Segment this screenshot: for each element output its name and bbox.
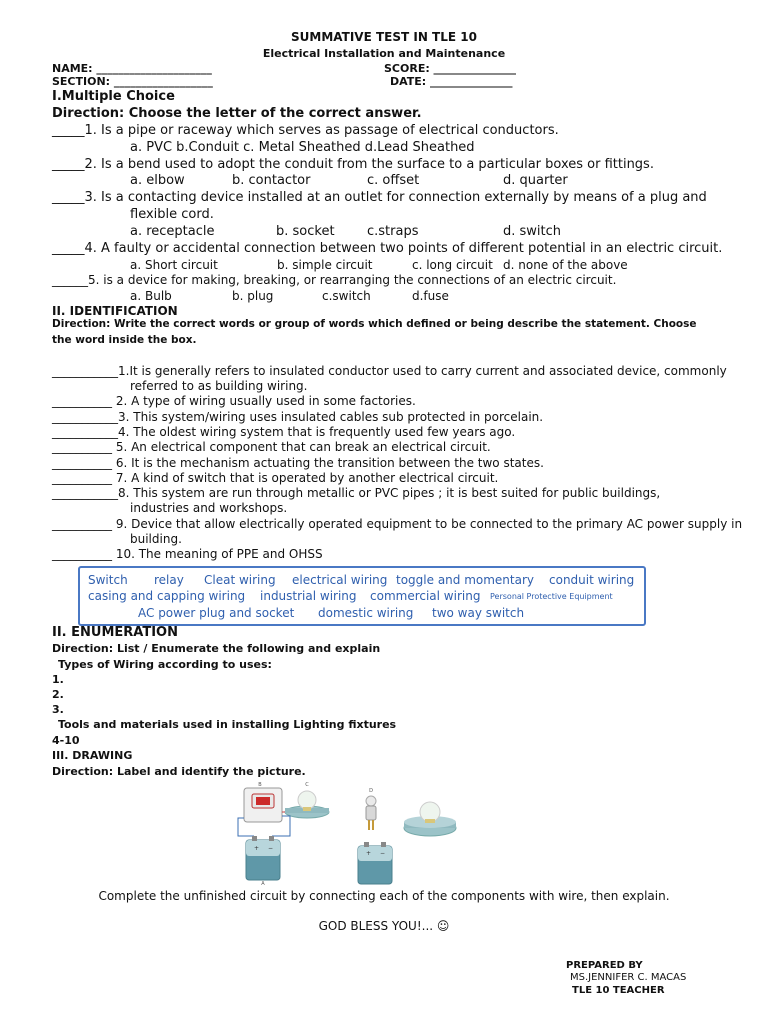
enumeration-item-2: 2.: [52, 688, 64, 701]
date-field: DATE: _______________: [390, 75, 513, 88]
blessing-text: GOD BLESS YOU!... ☺: [318, 919, 450, 933]
question-1-options: a. PVC b.Conduit c. Metal Sheathed d.Lead Sheathed: [130, 140, 475, 155]
battery-a: [246, 836, 280, 886]
question-4-option-a: a. Short circuit: [130, 258, 218, 272]
word-conduit-wiring: conduit wiring: [549, 573, 635, 587]
enumeration-direction: Direction: List / Enumerate the following and explain: [52, 642, 381, 655]
question-1: _____1. Is a pipe or raceway which serves as passage of electrical conductors.: [52, 123, 559, 138]
question-5-option-a: a. Bulb: [130, 289, 172, 303]
question-4-option-c: c. long circuit: [412, 258, 493, 272]
question-2-option-b: b. contactor: [232, 173, 311, 188]
word-ac-power-plug-and-socket: AC power plug and socket: [138, 606, 295, 620]
word-industrial-wiring: industrial wiring: [260, 589, 357, 603]
bulb-component: [285, 782, 329, 818]
teacher-name: MS.JENNIFER C. MACAS: [570, 972, 687, 983]
question-3: _____3. Is a contacting device installed at an outlet for connection externally by means of a plug and: [52, 190, 707, 205]
lamp-component: [404, 802, 456, 836]
svg-text:−: −: [268, 845, 274, 852]
multiple-choice-direction: Direction: Choose the letter of the correct answer.: [52, 106, 422, 121]
identification-item-3: ___________3. This system/wiring uses insulated cables sub protected in porcelain.: [52, 410, 544, 424]
drawing-direction: Direction: Label and identify the picture.: [52, 765, 306, 778]
identification-item-8-continued: industries and workshops.: [130, 501, 288, 515]
word-relay: relay: [154, 573, 184, 587]
word-casing-and-capping-wiring: casing and capping wiring: [88, 589, 246, 603]
word-two-way-switch: two way switch: [432, 606, 525, 620]
word-box: [78, 566, 646, 626]
question-2: _____2. Is a bend used to adopt the conduit from the surface to a particular boxes or fittings.: [52, 157, 654, 172]
question-3-option-b: b. socket: [276, 224, 335, 239]
svg-text:+: +: [254, 845, 260, 852]
label-a: A: [261, 881, 265, 886]
question-5-option-c: c.switch: [322, 289, 371, 303]
identification-item-7: __________ 7. A kind of switch that is operated by another electrical circuit.: [52, 471, 499, 485]
svg-text:+: +: [366, 850, 372, 857]
score-field: SCORE: _______________: [384, 62, 517, 75]
question-3-option-d: d. switch: [503, 224, 562, 239]
question-4: _____4. A faulty or accidental connection between two points of different potential in an electric circuit.: [52, 241, 723, 256]
label-b: B: [258, 782, 262, 788]
word-electrical-wiring: electrical wiring: [292, 573, 388, 587]
word-commercial-wiring: commercial wiring: [370, 589, 481, 603]
identification-item-1-continued: referred to as building wiring.: [130, 379, 308, 393]
identification-item-9-continued: building.: [130, 532, 182, 546]
identification-direction: Direction: Write the correct words or group of words which defined or being describe the statement. Choose: [52, 318, 697, 330]
word-switch: Switch: [88, 573, 128, 587]
question-5-option-d: d.fuse: [412, 289, 449, 303]
switch-d-component: [366, 788, 376, 830]
svg-text:−: −: [380, 850, 386, 857]
enumeration-subheading-wiring: Types of Wiring according to uses:: [58, 658, 272, 671]
multiple-choice-heading: I.Multiple Choice: [52, 89, 175, 104]
enumeration-heading: II. ENUMERATION: [52, 625, 178, 640]
question-2-option-c: c. offset: [367, 173, 420, 188]
question-3-option-a: a. receptacle: [130, 224, 215, 239]
circuit-picture: [230, 778, 460, 886]
question-3-option-c: c.straps: [367, 224, 419, 239]
name-field: NAME: _____________________: [52, 62, 212, 75]
prepared-by-label: PREPARED BY: [566, 960, 643, 971]
document-title: SUMMATIVE TEST IN TLE 10: [291, 30, 477, 44]
drawing-heading: III. DRAWING: [52, 749, 133, 762]
word-domestic-wiring: domestic wiring: [318, 606, 414, 620]
enumeration-item-4-10: 4-10: [52, 734, 80, 747]
teacher-role: TLE 10 TEACHER: [572, 985, 665, 996]
identification-item-9: __________ 9. Device that allow electrically operated equipment to be connected to the primary AC power supply in: [52, 517, 743, 531]
identification-item-6: __________ 6. It is the mechanism actuating the transition between the two states.: [52, 456, 544, 470]
identification-item-8: ___________8. This system are run through metallic or PVC pipes ; it is best suited for public buildings,: [52, 486, 661, 500]
identification-item-2: __________ 2. A type of wiring usually used in some factories.: [52, 394, 416, 408]
enumeration-item-1: 1.: [52, 673, 64, 686]
identification-heading: II. IDENTIFICATION: [52, 304, 178, 318]
drawing-instruction: Complete the unfinished circuit by connecting each of the components with wire, then explain.: [98, 889, 670, 903]
identification-item-10: __________ 10. The meaning of PPE and OHSS: [52, 547, 323, 561]
identification-direction-continued: the word inside the box.: [52, 334, 197, 346]
document-subtitle: Electrical Installation and Maintenance: [262, 47, 506, 60]
question-4-option-b: b. simple circuit: [277, 258, 373, 272]
battery-b: [358, 842, 392, 884]
enumeration-item-3: 3.: [52, 703, 64, 716]
section-field: SECTION: __________________: [52, 75, 213, 88]
enumeration-subheading-tools: Tools and materials used in installing Lighting fixtures: [58, 718, 397, 731]
question-3-continued: flexible cord.: [130, 207, 214, 222]
identification-item-5: __________ 5. An electrical component that can break an electrical circuit.: [52, 440, 491, 454]
word-personal-protective-equipment: Personal Protective Equipment: [490, 592, 613, 601]
identification-item-4: ___________4. The oldest wiring system that is frequently used few years ago.: [52, 425, 516, 439]
question-5-option-b: b. plug: [232, 289, 274, 303]
question-4-option-d: d. none of the above: [503, 258, 628, 272]
label-c: C: [305, 782, 309, 788]
label-d: D: [369, 788, 373, 794]
question-2-option-d: d. quarter: [503, 173, 568, 188]
identification-item-1: ___________1.It is generally refers to insulated conductor used to carry current and associated device, commonly: [52, 364, 727, 378]
word-toggle-and-momentary: toggle and momentary: [396, 573, 535, 587]
word-cleat-wiring: Cleat wiring: [204, 573, 276, 587]
question-2-option-a: a. elbow: [130, 173, 185, 188]
question-5: ______5. is a device for making, breaking, or rearranging the connections of an electric circuit.: [52, 273, 617, 287]
switch-component: [244, 782, 282, 822]
